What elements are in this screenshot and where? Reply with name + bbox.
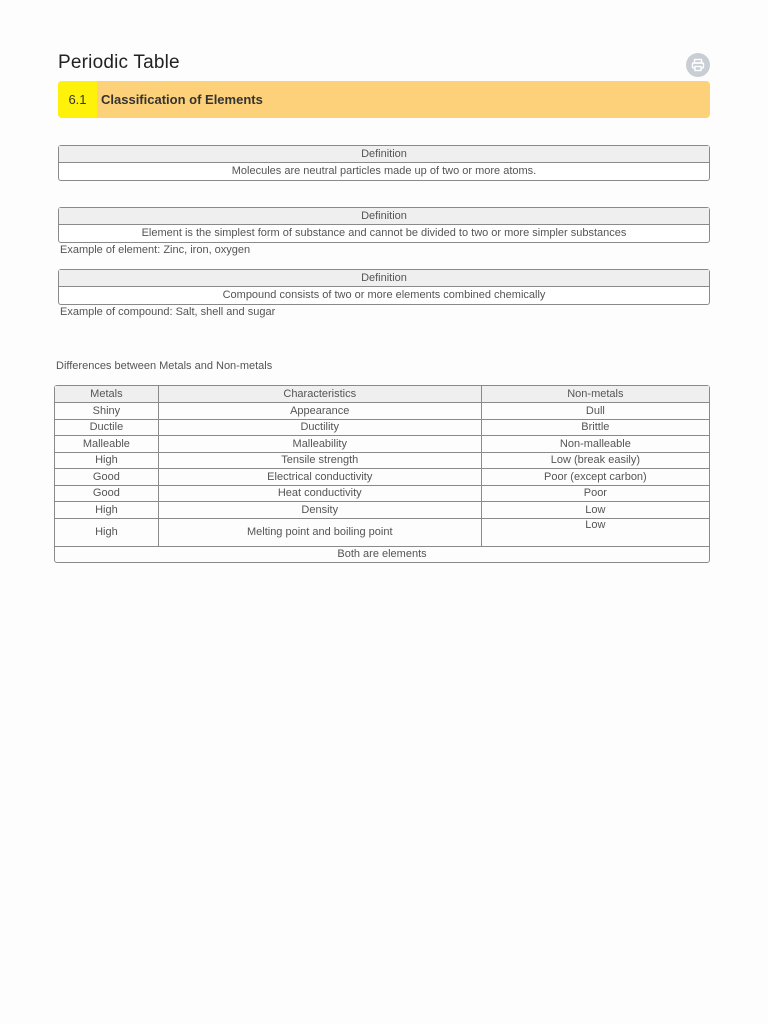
definition-box-molecules [58,145,710,181]
characteristic-cell: Density [159,502,482,519]
table-row [55,420,709,437]
definition-heading: Definition [59,270,709,287]
characteristic-cell: Melting point and boiling point [159,519,482,547]
characteristic-cell: Tensile strength [159,453,482,470]
table-row [55,453,709,470]
definition-text: Molecules are neutral particles made up of two or more atoms. [231,165,537,177]
metals-cell: Malleable [55,436,159,453]
metals-cell: Shiny [55,403,159,420]
example-compound: Example of compound: Salt, shell and sugar [60,306,276,318]
header-characteristics: Characteristics [159,386,482,403]
print-button[interactable] [686,53,710,77]
table-row [55,502,709,519]
metals-cell: Good [55,469,159,486]
section-title: Classification of Elements [101,92,263,107]
table-footer-row [55,547,709,563]
non-metals-cell: Poor (except carbon) [482,469,709,486]
metals-cell: High [55,453,159,470]
definition-box-element [58,207,710,243]
section-header [58,81,710,118]
table-header-row [55,386,709,403]
differences-table [54,385,710,563]
table-row [55,436,709,453]
table-row [55,486,709,503]
metals-cell: High [55,519,159,547]
metals-cell: Good [55,486,159,503]
non-metals-cell: Low [482,519,709,547]
definition-box-compound [58,269,710,305]
differences-title: Differences between Metals and Non-metals [56,360,273,372]
definition-heading: Definition [59,146,709,163]
metals-cell: Ductile [55,420,159,437]
characteristic-cell: Ductility [159,420,482,437]
header-non-metals: Non-metals [482,386,709,403]
printer-icon [691,58,705,72]
non-metals-cell: Low [482,502,709,519]
non-metals-cell: Non-malleable [482,436,709,453]
definition-heading: Definition [59,208,709,225]
table-row [55,519,709,547]
definition-text: Element is the simplest form of substance and cannot be divided to two or more simpler substances [141,227,627,239]
non-metals-cell: Low (break easily) [482,453,709,470]
non-metals-cell: Dull [482,403,709,420]
characteristic-cell: Heat conductivity [159,486,482,503]
table-row [55,469,709,486]
non-metals-cell: Poor [482,486,709,503]
header-metals: Metals [55,386,159,403]
definition-text: Compound consists of two or more elements combined chemically [222,289,546,301]
characteristic-cell: Malleability [159,436,482,453]
page-title: Periodic Table [58,52,180,73]
metals-cell: High [55,502,159,519]
characteristic-cell: Electrical conductivity [159,469,482,486]
example-element: Example of element: Zinc, iron, oxygen [60,244,251,256]
table-row [55,403,709,420]
section-number: 6.1 [58,81,97,118]
table-footer: Both are elements [337,548,427,561]
characteristic-cell: Appearance [159,403,482,420]
non-metals-cell: Brittle [482,420,709,437]
